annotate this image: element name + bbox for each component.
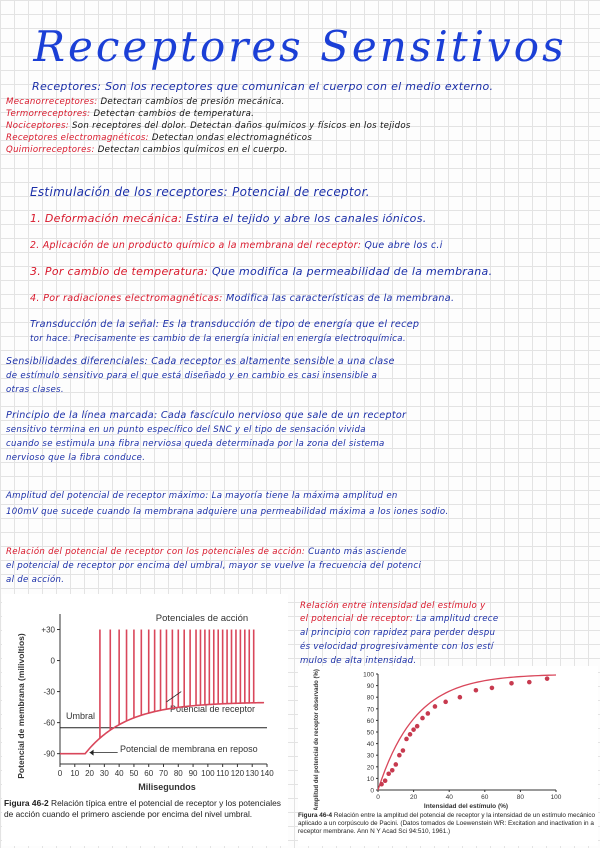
labeled-line-label: Principio de la línea marcada: — [6, 410, 158, 421]
stimulation-item-text: Que abre los c.i — [364, 240, 443, 251]
fig2-data-point — [527, 680, 532, 685]
stimulation-item-label: 1. Deformación mecánica: — [30, 212, 183, 225]
fig2-data-point — [509, 681, 514, 686]
receptor-type-label: Mecanorreceptores: — [6, 97, 98, 107]
fig2-fit-curve — [378, 675, 556, 790]
fig1-x-tick-label: 130 — [245, 769, 259, 778]
fig2-data-point — [379, 782, 384, 787]
fig1-threshold-label: Umbral — [66, 711, 96, 721]
fig2-y-tick-label: 60 — [366, 717, 374, 725]
fig2-x-tick-label: 40 — [445, 794, 453, 801]
figure-46-2-caption-text: Relación típica entre el potencial de receptor y los potenciales de acción cuando el primero asciende por encima del nivel umbral. — [4, 798, 281, 819]
receptor-type-text: Son receptores del dolor. Detectan daños químicos y físicos en los tejidos — [72, 121, 411, 131]
sensitivity-label: Sensibilidades diferenciales: — [6, 356, 149, 367]
transduction-line1 — [30, 319, 419, 331]
relation-intensity-label1: Relación entre intensidad del estímulo y — [300, 601, 486, 611]
receptor-type-item — [6, 120, 411, 132]
fig2-data-point — [386, 771, 391, 776]
stimulation-item — [30, 240, 443, 252]
page-title: Receptores Sensitivos — [33, 22, 567, 71]
fig2-data-point — [474, 688, 479, 693]
fig2-data-point — [397, 753, 402, 758]
stimulation-heading: Estimulación de los receptores: Potencial de receptor. — [30, 185, 370, 199]
labeled-line-text-4: nervioso que la fibra conduce. — [6, 453, 146, 463]
receptor-type-label: Nociceptores: — [6, 121, 69, 131]
stimulation-item — [30, 212, 427, 226]
fig2-data-point — [433, 704, 438, 709]
stimulation-item-text: Modifica las características de la membrana. — [226, 293, 455, 304]
fig2-data-point — [383, 778, 388, 783]
receptor-type-text: Detectan cambios químicos en el cuerpo. — [97, 145, 288, 155]
fig2-y-tick-label: 40 — [366, 741, 374, 749]
figure-46-4 — [298, 666, 598, 846]
fig2-y-tick-label: 90 — [366, 683, 374, 691]
fig2-data-point — [404, 737, 409, 742]
relation-intensity-line2 — [300, 613, 498, 625]
relation-intensity-text-4: és velocidad progresivamente con los estí — [300, 642, 494, 652]
fig2-data-point — [394, 762, 399, 767]
fig1-x-tick-label: 100 — [201, 769, 215, 778]
stimulation-item — [30, 293, 454, 305]
stimulation-item-label: 2. Aplicación de un producto químico a la membrana del receptor: — [30, 240, 362, 251]
relation-potentials-text-2: el potencial de receptor por encima del umbral, mayor se vuelve la frecuencia del potenci — [6, 561, 422, 571]
fig2-y-tick-label: 100 — [363, 671, 374, 679]
figure-46-2-caption-title: Figura 46-2 — [4, 798, 49, 808]
relation-intensity-text-3: al principio con rapidez para perder despu — [300, 628, 496, 638]
fig1-x-tick-label: 60 — [144, 769, 154, 778]
fig1-y-tick-label: -30 — [43, 687, 55, 697]
transduction-text-2: tor hace. Precisamente es cambio de la energía inicial en energía electroquímica. — [30, 334, 406, 344]
labeled-line-text-3: cuando se estimula una fibra nerviosa queda determinada por la zona del sistema — [6, 439, 385, 449]
figure-46-2 — [2, 594, 288, 846]
fig1-x-tick-label: 20 — [85, 769, 95, 778]
fig1-x-tick-label: 110 — [216, 769, 230, 778]
sensitivity-line1 — [6, 356, 395, 368]
fig2-y-tick-label: 20 — [366, 764, 374, 772]
fig1-y-tick-label: -90 — [43, 749, 55, 759]
fig2-data-point — [443, 700, 448, 705]
fig2-data-point — [401, 748, 406, 753]
fig2-y-tick-label: 50 — [366, 729, 374, 737]
sensitivity-text-3: otras clases. — [6, 385, 64, 395]
fig2-xlabel: Intensidad del estímulo (%) — [423, 803, 509, 810]
fig1-action-label: Potenciales de acción — [155, 613, 249, 624]
relation-potentials-line1 — [6, 546, 407, 558]
fig1-x-tick-label: 50 — [129, 769, 139, 778]
fig1-x-tick-label: 80 — [173, 769, 183, 778]
fig1-resting-arrowhead — [90, 750, 94, 756]
receptor-type-text: Detectan cambios de presión mecánica. — [100, 97, 285, 107]
relation-intensity-label2: el potencial de receptor: — [300, 614, 414, 624]
receptor-type-text: Detectan cambios de temperatura. — [93, 109, 255, 119]
receptor-type-item — [6, 144, 411, 156]
receptor-type-label: Quimiorreceptores: — [6, 145, 95, 155]
figure-46-4-caption-title: Figura 46-4 — [298, 812, 333, 819]
fig1-x-tick-label: 90 — [188, 769, 198, 778]
receptor-type-text: Detectan ondas electromagnéticos — [151, 133, 313, 143]
relation-intensity-text-2: La amplitud crece — [416, 614, 499, 624]
receptor-type-label: Receptores electromagnéticos: — [6, 133, 149, 143]
max-amplitude-line1 — [6, 490, 398, 502]
max-amplitude-label: Amplitud del potencial de receptor máximo: — [6, 491, 209, 501]
fig2-y-tick-label: 10 — [366, 775, 374, 783]
fig1-x-tick-label: 10 — [70, 769, 80, 778]
labeled-line-text-2: sensitivo termina en un punto específico del SNC y el tipo de sensación vivida — [6, 425, 366, 435]
fig2-ylabel: Amplitud del potencial de receptor observado (%) — [314, 669, 320, 810]
transduction-text-1: Es la transducción de tipo de energía que el recep — [162, 319, 420, 330]
fig1-resting-label: Potencial de membrana en reposo — [120, 744, 258, 754]
relation-intensity-text-5: mulos de alta intensidad. — [300, 656, 417, 666]
figure-46-2-caption — [4, 798, 286, 820]
fig2-x-tick-label: 80 — [516, 794, 525, 801]
transduction-label: Transducción de la señal: — [30, 319, 160, 330]
fig1-receptor-label: Potencial de receptor — [170, 704, 256, 714]
fig1-y-tick-label: 0 — [50, 656, 55, 666]
fig2-data-point — [490, 686, 495, 691]
fig2-x-tick-label: 60 — [481, 794, 489, 801]
fig1-x-tick-label: 0 — [57, 769, 63, 778]
figure-46-4-caption — [298, 812, 596, 836]
fig1-y-tick-label: +30 — [41, 625, 55, 635]
relation-intensity-label-1 — [300, 600, 486, 612]
max-amplitude-text-2: 100mV que sucede cuando la membrana adquiere una permeabilidad máxima a los iones sodio. — [6, 507, 449, 517]
labeled-line-text-1: Cada fascículo nervioso que sale de un receptor — [160, 410, 407, 421]
figure-46-4-caption-text: Relación entre la amplitud del potencial de receptor y la intensidad de un estímulo mecánico aplicado a un corpúsculo de Pacini. (Datos tomados de Loewenstein WR: Excitation and inactivation in a receptor membrane. Ann N Y Acad Sci 94:510, 1961.) — [298, 812, 595, 835]
fig1-x-tick-label: 40 — [114, 769, 124, 778]
labeled-line-1 — [6, 410, 406, 422]
intro-line — [32, 80, 493, 94]
receptor-types-list — [6, 96, 411, 156]
sensitivity-text-1: Cada receptor es altamente sensible a una clase — [151, 356, 395, 367]
fig2-x-tick-label: 0 — [376, 794, 380, 801]
relation-potentials-text-1: Cuanto más asciende — [308, 547, 407, 557]
stimulation-item-label: 4. Por radiaciones electromagnéticas: — [30, 293, 223, 304]
sensitivity-text-2: de estímulo sensitivo para el que está diseñado y en cambio es casi insensible a — [6, 371, 378, 381]
fig1-xlabel: Milisegundos — [138, 782, 196, 792]
fig2-y-tick-label: 80 — [366, 694, 374, 702]
fig2-y-tick-label: 70 — [366, 706, 374, 714]
fig2-data-point — [408, 732, 413, 737]
fig2-data-point — [458, 695, 463, 700]
fig2-y-tick-label: 30 — [366, 752, 374, 760]
fig2-x-tick-label: 20 — [409, 794, 418, 801]
fig1-y-tick-label: -60 — [43, 718, 55, 728]
fig2-data-point — [545, 676, 550, 681]
fig2-data-point — [426, 711, 431, 716]
fig1-x-tick-label: 30 — [99, 769, 109, 778]
fig2-data-point — [411, 727, 416, 732]
figure-46-2-chart — [2, 594, 288, 794]
receptor-type-label: Termorreceptores: — [6, 109, 91, 119]
fig2-data-point — [420, 716, 425, 721]
intro-text: Son los receptores que comunican el cuerpo con el medio externo. — [105, 80, 494, 93]
intro-label: Receptores: — [32, 80, 102, 93]
fig2-y-tick-label: 0 — [370, 787, 374, 795]
relation-potentials-text-3: al de acción. — [6, 575, 65, 585]
fig2-data-point — [415, 724, 420, 729]
stimulation-item-text: Que modifica la permeabilidad de la membrana. — [211, 265, 493, 278]
stimulation-item-label: 3. Por cambio de temperatura: — [30, 265, 209, 278]
receptor-type-item — [6, 108, 411, 120]
stimulation-item — [30, 265, 492, 279]
receptor-type-item — [6, 96, 411, 108]
fig1-x-tick-label: 70 — [159, 769, 168, 778]
fig2-data-point — [390, 768, 395, 773]
fig1-x-tick-label: 140 — [260, 769, 274, 778]
figure-46-4-chart — [298, 666, 598, 810]
fig2-x-tick-label: 100 — [550, 794, 562, 801]
max-amplitude-text-1: La mayoría tiene la máxima amplitud en — [211, 491, 398, 501]
stimulation-item-text: Estira el tejido y abre los canales iónicos. — [185, 212, 427, 225]
receptor-type-item — [6, 132, 411, 144]
fig1-ylabel: Potencial de membrana (milivoltios) — [16, 633, 26, 779]
fig1-x-tick-label: 120 — [230, 769, 245, 778]
relation-potentials-label: Relación del potencial de receptor con los potenciales de acción: — [6, 547, 306, 557]
